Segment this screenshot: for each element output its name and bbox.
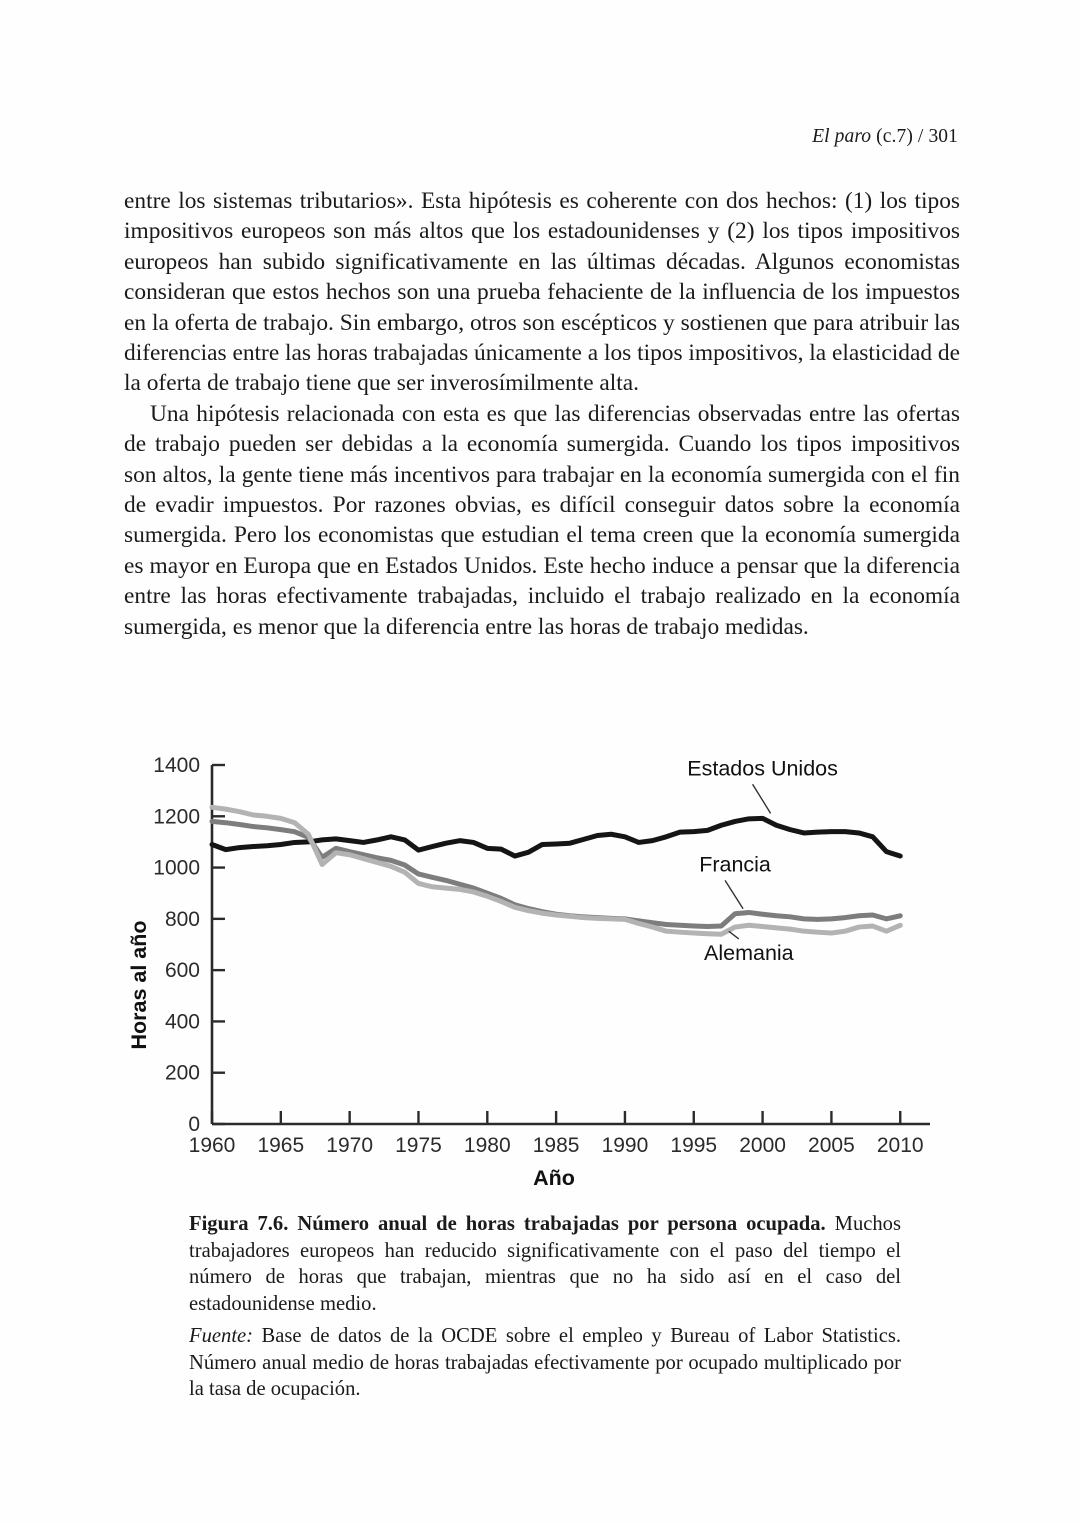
paragraph-1: entre los sistemas tributarios». Esta hipótesis es coherente con dos hechos: (1) los tipos impositivos europeos son más altos que los estadounidenses y (2) los tipos impositivos europeos han subido significativamente en las últimas décadas. Algunos economistas consideran que estos hechos son una prueba fehaciente de la influencia de los impuestos en la oferta de trabajo. Sin embargo, otros son escépticos y sostienen que para atribuir las diferencias entre las horas trabajadas únicamente a los tipos impositivos, la elasticidad de la oferta de trabajo tiene que ser inverosímilmente alta. <box>124 188 960 397</box>
series-label-estados-unidos: Estados Unidos <box>687 756 838 781</box>
y-axis-ticks <box>153 754 225 1136</box>
figure-caption-body: Muchos trabajadores europeos han reducido significativamente con el paso del tiempo el número de horas que trabajan, mientras que no ha sido así en el caso del estadounidense medio. <box>189 1213 901 1315</box>
y-axis-title: Horas al año <box>127 920 151 1050</box>
y-tick-label-0: 0 <box>188 1113 200 1136</box>
y-tick-label-1400: 1400 <box>153 754 200 777</box>
y-tick-label-400: 400 <box>164 1010 200 1034</box>
x-tick-label-1990: 1990 <box>601 1134 649 1157</box>
y-tick-label-600: 600 <box>164 959 200 983</box>
page-number: 301 <box>928 126 958 147</box>
figure-caption <box>189 1211 901 1317</box>
series-label-francia: Francia <box>699 852 771 877</box>
running-head-chapter-ref: (c.7) <box>876 126 913 147</box>
paragraph-2: Una hipótesis relacionada con esta es que las diferencias observadas entre las ofertas de trabajo pueden ser debidas a la economía sumergida. Cuando los tipos impositivos son altos, la gente tiene más incentivos para trabajar en la economía sumergida con el fin de evadir impuestos. Por razones obvias, es difícil conseguir datos sobre la economía sumergida. Pero los economistas que estudian el tema creen que la economía sumergida es mayor en Europa que en Estados Unidos. Este hecho induce a pensar que la diferencia entre las horas efectivamente trabajadas, incluido el trabajo realizado en la economía sumergida, es menor que la diferencia entre las horas de trabajo medidas. <box>124 400 960 640</box>
figure-caption-lead: Figura 7.6. Número anual de horas trabajadas por persona ocupada. <box>189 1213 826 1235</box>
running-head <box>812 126 958 148</box>
source-body: Base de datos de la OCDE sobre el empleo y Bureau of Labor Statistics. Número anual medio de horas trabajadas efectivamente por ocupado multiplicado por la tasa de ocupación. <box>189 1325 901 1401</box>
x-tick-label-2010: 2010 <box>876 1134 924 1157</box>
running-head-separator: / <box>917 126 924 147</box>
leader-line <box>729 931 739 939</box>
x-axis-ticks <box>189 1111 924 1157</box>
x-tick-label-1995: 1995 <box>670 1134 718 1157</box>
leader-line <box>725 880 743 908</box>
x-tick-label-1985: 1985 <box>532 1134 580 1157</box>
series-label-alemania: Alemania <box>704 940 794 965</box>
source-label: Fuente: <box>189 1325 254 1347</box>
line-chart <box>124 735 960 1195</box>
y-tick-label-200: 200 <box>164 1061 200 1085</box>
y-tick-label-1000: 1000 <box>153 856 200 880</box>
x-tick-label-1965: 1965 <box>257 1134 305 1157</box>
x-tick-label-1975: 1975 <box>395 1134 442 1157</box>
running-head-book-title: El paro <box>812 126 872 147</box>
chart-area <box>124 735 960 1195</box>
x-tick-label-1970: 1970 <box>326 1134 374 1157</box>
series-line-alemania <box>212 807 900 934</box>
x-tick-label-1980: 1980 <box>463 1134 511 1157</box>
y-tick-label-800: 800 <box>164 907 200 931</box>
figure-source-note <box>189 1323 901 1403</box>
data-series-group <box>212 807 900 934</box>
leader-line <box>753 784 771 813</box>
figure-7-6 <box>124 735 960 1195</box>
x-tick-label-2000: 2000 <box>739 1134 786 1157</box>
series-line-francia <box>212 821 900 926</box>
x-axis-title: Año <box>533 1166 575 1190</box>
x-tick-label-2005: 2005 <box>808 1134 855 1157</box>
x-tick-label-1960: 1960 <box>188 1134 236 1157</box>
body-text-column <box>124 186 960 642</box>
y-tick-label-1200: 1200 <box>153 805 200 829</box>
